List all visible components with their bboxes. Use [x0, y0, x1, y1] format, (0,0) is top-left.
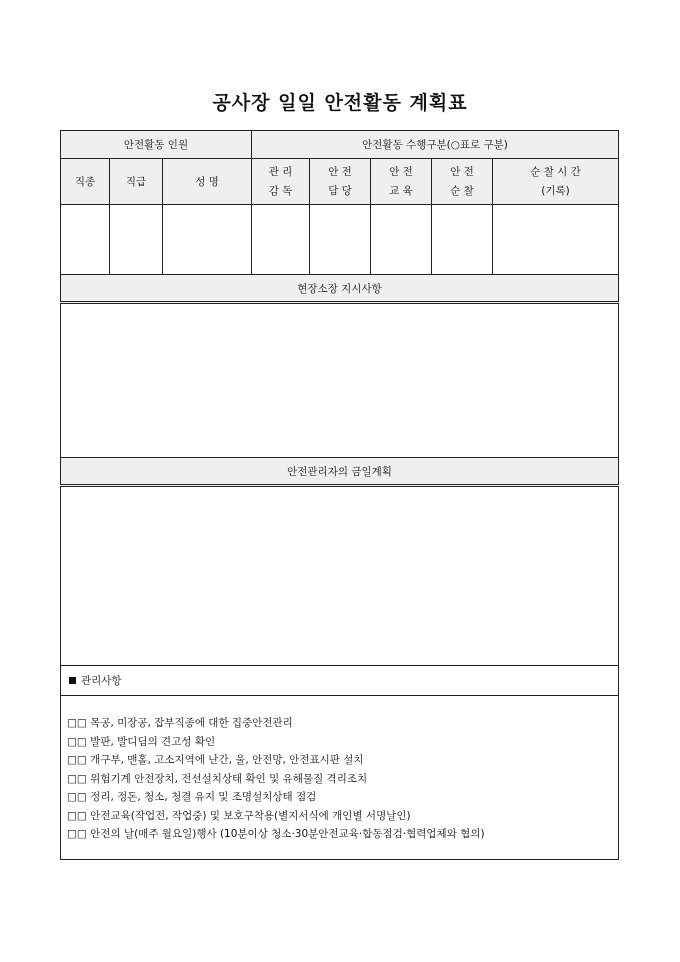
safety-education-line1: 안 전: [389, 165, 413, 178]
management-items-header: [61, 666, 619, 696]
patrol-time-line2: (기록): [541, 184, 570, 197]
safety-charge-column-header: [310, 159, 371, 205]
management-supervision-line2: 감 독: [268, 184, 293, 197]
management-items-title: 관리사항: [81, 675, 122, 687]
safety-charge-line2: 담 당: [328, 184, 352, 197]
safety-manager-plan-area[interactable]: [61, 486, 619, 666]
management-item: □□ 발판, 발디딤의 견고성 확인: [67, 735, 216, 748]
management-item: □□ 위험기계 안전장치, 전선설치상태 확인 및 유해물질 격리조치: [67, 772, 368, 785]
black-square-icon: [69, 677, 76, 684]
patrol-time-line1: 순 찰 시 간: [530, 165, 581, 178]
site-manager-instructions-area[interactable]: [61, 303, 619, 458]
management-item: □□ 안전의 날(매주 월요일)행사 (10분이상 청소·30분안전교육·합동점검·협력업체와 협의): [67, 828, 485, 840]
duty-column-header: 직종: [61, 159, 110, 205]
safety-charge-line1: 안 전: [328, 165, 352, 178]
page-title: 공사장 일일 안전활동 계획표: [212, 92, 468, 114]
duty-entry-cell[interactable]: [61, 205, 110, 275]
safety-plan-form: [60, 130, 619, 860]
name-column-header: 성 명: [163, 159, 252, 205]
safety-charge-entry-cell[interactable]: [310, 205, 371, 275]
management-supervision-column-header: [252, 159, 310, 205]
management-supervision-entry-cell[interactable]: [252, 205, 310, 275]
patrol-time-entry-cell[interactable]: [493, 205, 619, 275]
management-supervision-line1: 관 리: [268, 165, 293, 178]
patrol-time-column-header: [493, 159, 619, 205]
management-item: □□ 목공, 미장공, 잡부직종에 대한 집중안전관리: [67, 717, 293, 729]
management-item: □□ 정리, 정돈, 청소, 청결 유지 및 조명설치상태 점검: [67, 791, 317, 803]
personnel-group-header: 안전활동 인원: [61, 131, 252, 159]
management-item: □□ 개구부, 맨홀, 고소지역에 난간, 울, 안전망, 안전표시판 설치: [67, 754, 364, 766]
personnel-entry-row: [61, 205, 619, 275]
safety-education-column-header: [371, 159, 432, 205]
management-item: □□ 안전교육(작업전, 작업중) 및 보호구착용(별지서식에 개인별 서명날인): [67, 809, 411, 822]
activity-group-header: 안전활동 수행구분(○표로 구분): [252, 131, 619, 159]
safety-manager-plan-header: 안전관리자의 금일계획: [61, 458, 619, 486]
safety-education-entry-cell[interactable]: [371, 205, 432, 275]
safety-education-line2: 교 육: [389, 184, 413, 197]
safety-patrol-column-header: [432, 159, 493, 205]
name-entry-cell[interactable]: [163, 205, 252, 275]
rank-column-header: 직급: [110, 159, 163, 205]
management-items-list: [61, 696, 619, 860]
safety-patrol-line2: 순 찰: [450, 184, 474, 197]
safety-patrol-entry-cell[interactable]: [432, 205, 493, 275]
rank-entry-cell[interactable]: [110, 205, 163, 275]
site-manager-instructions-header: 현장소장 지시사항: [61, 275, 619, 303]
safety-patrol-line1: 안 전: [450, 165, 474, 178]
